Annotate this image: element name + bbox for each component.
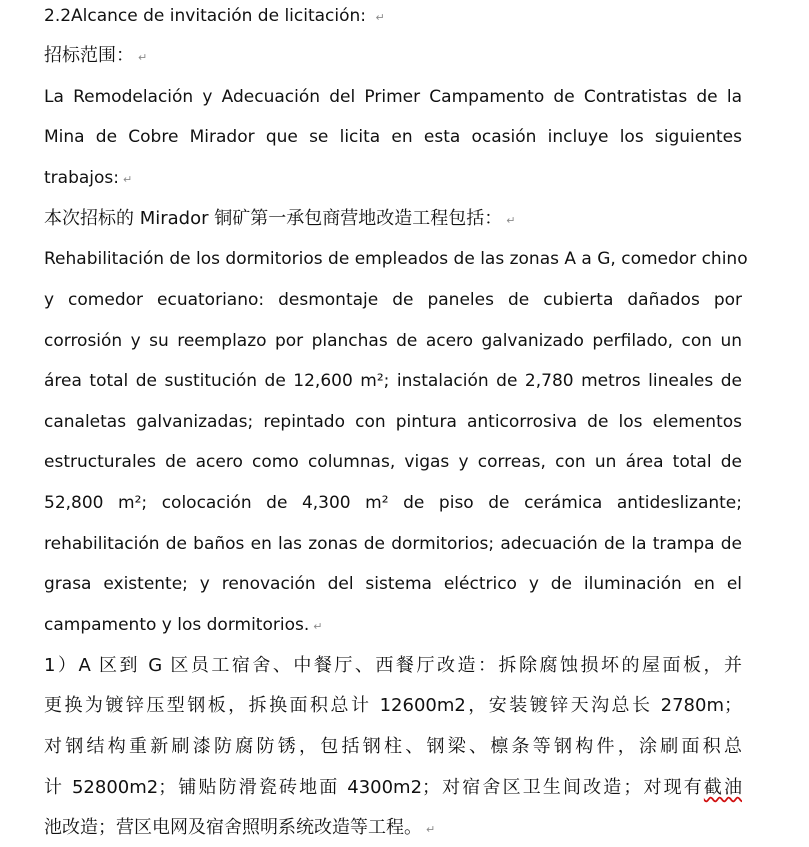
paragraph-line: grasa existente; y renovación del sistema eléctrico y de iluminación en el — [44, 574, 742, 594]
paragraph-line: y comedor ecuatoriano: desmontaje de paneles de cubierta dañados por — [44, 290, 742, 310]
paragraph-line-cn: 更换为镀锌压型钢板，拆换面积总计 12600m2，安装镀锌天沟总长 2780m； — [44, 695, 742, 716]
paragraph-line — [44, 612, 742, 640]
line-text: 本次招标的 Mirador 铜矿第一承包商营地改造工程包括： — [44, 208, 503, 229]
paragraph-line: corrosión y su reemplazo por planchas de acero galvanizado perfilado, con un — [44, 331, 742, 351]
paragraph-line: área total de sustitución de 12,600 m²; instalación de 2,780 metros lineales de — [44, 371, 742, 391]
paragraph-line: Mina de Cobre Mirador que se licita en esta ocasión incluye los siguientes — [44, 127, 742, 147]
paragraph-mark: ↵ — [313, 620, 323, 633]
paragraph-line-cn: 1）A 区到 G 区员工宿舍、中餐厅、西餐厅改造：拆除腐蚀损坏的屋面板，并 — [44, 655, 742, 676]
paragraph-line-cn — [44, 815, 742, 843]
section-heading — [44, 3, 742, 31]
paragraph-line-cn: 对钢结构重新刷漆防腐防锈，包括钢柱、钢梁、檩条等钢构件，涂刷面积总 — [44, 736, 742, 757]
spellcheck-underlined-text: 截油 — [703, 777, 743, 798]
paragraph-line: rehabilitación de baños en las zonas de dormitorios; adecuación de la trampa de — [44, 534, 742, 554]
paragraph-line-cn — [44, 206, 742, 234]
section-heading-cn — [44, 43, 742, 71]
paragraph-mark: ↵ — [123, 173, 133, 186]
paragraph-line — [44, 165, 742, 193]
line-text: 计 52800m2；铺贴防滑瓷砖地面 4300m2；对宿舍区卫生间改造；对现有 — [44, 777, 704, 798]
paragraph-line: La Remodelación y Adecuación del Primer Campamento de Contratistas de la — [44, 87, 742, 107]
paragraph-line: estructurales de acero como columnas, vigas y correas, con un área total de — [44, 452, 742, 472]
paragraph-mark: ↵ — [426, 823, 436, 836]
line-text: campamento y los dormitorios. — [44, 615, 310, 635]
line-text: 池改造；营区电网及宿舍照明系统改造等工程。 — [44, 817, 422, 838]
paragraph-line: Rehabilitación de los dormitorios de empleados de las zonas A a G, comedor chino — [44, 249, 748, 269]
paragraph-mark: ↵ — [375, 11, 385, 24]
paragraph-line: canaletas galvanizadas; repintado con pintura anticorrosiva de los elementos — [44, 412, 742, 432]
paragraph-line-cn — [44, 775, 742, 801]
paragraph-mark: ↵ — [138, 51, 148, 64]
line-text: trabajos: — [44, 168, 119, 188]
paragraph-mark: ↵ — [506, 214, 516, 227]
paragraph-line: 52,800 m²; colocación de 4,300 m² de piso de cerámica antideslizante; — [44, 493, 742, 513]
line-text: 招标范围： — [44, 45, 134, 66]
line-text: 2.2Alcance de invitación de licitación: — [44, 6, 372, 26]
